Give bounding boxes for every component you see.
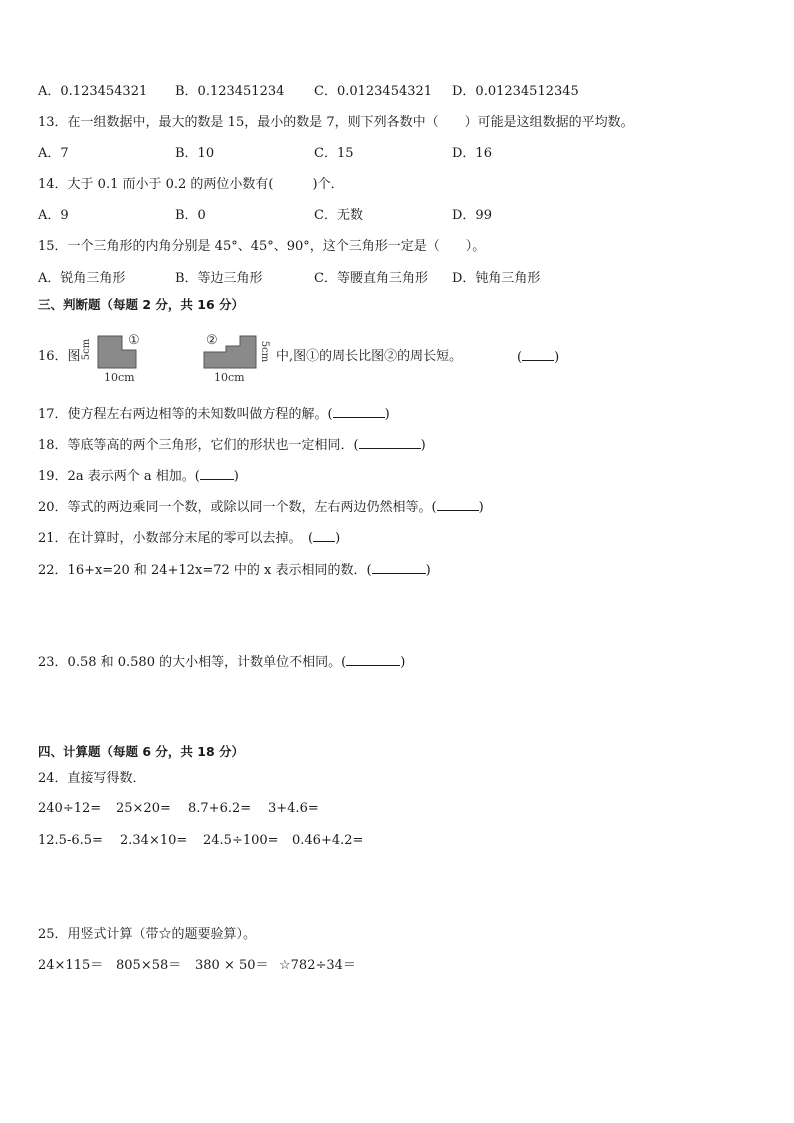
- q20-text: 20．等式的两边乘同一个数，或除以同一个数，左右两边仍然相等。(: [38, 500, 437, 515]
- q24-text: 24．直接写得数．: [38, 771, 146, 786]
- q23-answer-blank[interactable]: [346, 653, 400, 666]
- q22-paren-close: ): [425, 563, 431, 578]
- q23-text: 23．0.58 和 0.580 的大小相等，计数单位不相同。(: [38, 655, 347, 670]
- q24-item-8: 0.46+4.2=: [292, 833, 364, 848]
- q20-answer-blank[interactable]: [437, 498, 479, 511]
- q13-option-a: A．7: [38, 146, 69, 161]
- q15-option-a: A．锐角三角形: [38, 271, 126, 286]
- q14-option-a: A．9: [38, 208, 69, 223]
- q21: [38, 529, 340, 548]
- section-4-title: 四、计算题（每题 6 分，共 18 分）: [38, 744, 245, 759]
- q13-text: 13．在一组数据中，最大的数是 15，最小的数是 7，则下列各数中（ ）可能是这组数据的平均数。: [38, 115, 634, 130]
- q18: [38, 436, 426, 455]
- figure-1-label: ①: [128, 333, 140, 348]
- q24-item-6: 2.34×10=: [120, 833, 188, 848]
- q21-answer-blank[interactable]: [313, 529, 335, 542]
- q24-item-2: 25×20=: [116, 801, 171, 816]
- q17-paren-close: ): [384, 407, 390, 422]
- q14-option-c: C．无数: [314, 208, 363, 223]
- q24-item-1: 240÷12=: [38, 801, 102, 816]
- q25-item-2: 805×58＝: [116, 958, 182, 973]
- q19: [38, 467, 239, 486]
- q25-text: 25．用竖式计算（带☆的题要验算）。: [38, 927, 257, 942]
- q18-text: 18．等底等高的两个三角形，它们的形状也一定相同．(: [38, 438, 359, 453]
- figure-2-label: ②: [206, 333, 218, 348]
- q25-item-4: ☆782÷34＝: [279, 958, 356, 973]
- section-3-title: 三、判断题（每题 2 分，共 16 分）: [38, 297, 245, 312]
- q14-option-d: D．99: [452, 208, 492, 223]
- q18-answer-blank[interactable]: [359, 436, 421, 449]
- q17-answer-blank[interactable]: [333, 405, 385, 418]
- q13-option-d: D．16: [452, 146, 492, 161]
- q17: [38, 405, 390, 424]
- q17-text: 17．使方程左右两边相等的未知数叫做方程的解。(: [38, 407, 333, 422]
- q22-text: 22．16+x=20 和 24+12x=72 中的 x 表示相同的数．(: [38, 563, 372, 578]
- q19-paren-close: ): [233, 469, 239, 484]
- figure-1-bottom-label: 10cm: [104, 371, 135, 384]
- q14-option-b: B．0: [175, 208, 206, 223]
- q16-answer[interactable]: [517, 348, 559, 367]
- q18-paren-close: ): [420, 438, 426, 453]
- q19-answer-blank[interactable]: [200, 467, 234, 480]
- q23-paren-close: ): [400, 655, 406, 670]
- q16-answer-blank[interactable]: [522, 348, 554, 361]
- q24-item-4: 3+4.6=: [268, 801, 319, 816]
- figure-1-side-label: 5cm: [81, 338, 93, 361]
- q16-prefix: 16．图: [38, 349, 81, 364]
- q25-item-3: 380 × 50＝: [195, 958, 269, 973]
- q12-option-a: A．0.123454321: [38, 84, 148, 99]
- q24-item-5: 12.5-6.5=: [38, 833, 103, 848]
- q21-text: 21．在计算时，小数部分末尾的零可以去掉。 (: [38, 531, 314, 546]
- q12-option-c: C．0.0123454321: [314, 84, 433, 99]
- q15-option-d: D．钝角三角形: [452, 271, 541, 286]
- figure-2-side-label: 5cm: [259, 340, 271, 363]
- q16-paren-close: ): [554, 350, 560, 365]
- q19-text: 19．2a 表示两个 a 相加。(: [38, 469, 200, 484]
- q13-option-b: B．10: [175, 146, 215, 161]
- figure-2: [200, 334, 280, 386]
- q15-option-b: B．等边三角形: [175, 271, 263, 286]
- figure-1: [82, 334, 162, 386]
- q23: [38, 653, 405, 672]
- q25-item-1: 24×115＝: [38, 958, 104, 973]
- q13-option-c: C．15: [314, 146, 354, 161]
- q12-option-b: B．0.123451234: [175, 84, 285, 99]
- q12-option-d: D．0.01234512345: [452, 84, 579, 99]
- q16-paren-open: (: [517, 350, 523, 365]
- q24-item-3: 8.7+6.2=: [188, 801, 252, 816]
- q22-answer-blank[interactable]: [372, 561, 426, 574]
- q20: [38, 498, 484, 517]
- q24-item-7: 24.5÷100=: [203, 833, 279, 848]
- figure-2-bottom-label: 10cm: [214, 371, 245, 384]
- q15-text: 15．一个三角形的内角分别是 45°、45°、90°，这个三角形一定是（ ）。: [38, 239, 486, 254]
- q20-paren-close: ): [478, 500, 484, 515]
- q14-text: 14．大于 0.1 而小于 0.2 的两位小数有( )个．: [38, 177, 344, 192]
- q15-option-c: C．等腰直角三角形: [314, 271, 428, 286]
- q22: [38, 561, 431, 580]
- q21-paren-close: ): [335, 531, 341, 546]
- q16-text: 中,图①的周长比图②的周长短。: [276, 349, 463, 364]
